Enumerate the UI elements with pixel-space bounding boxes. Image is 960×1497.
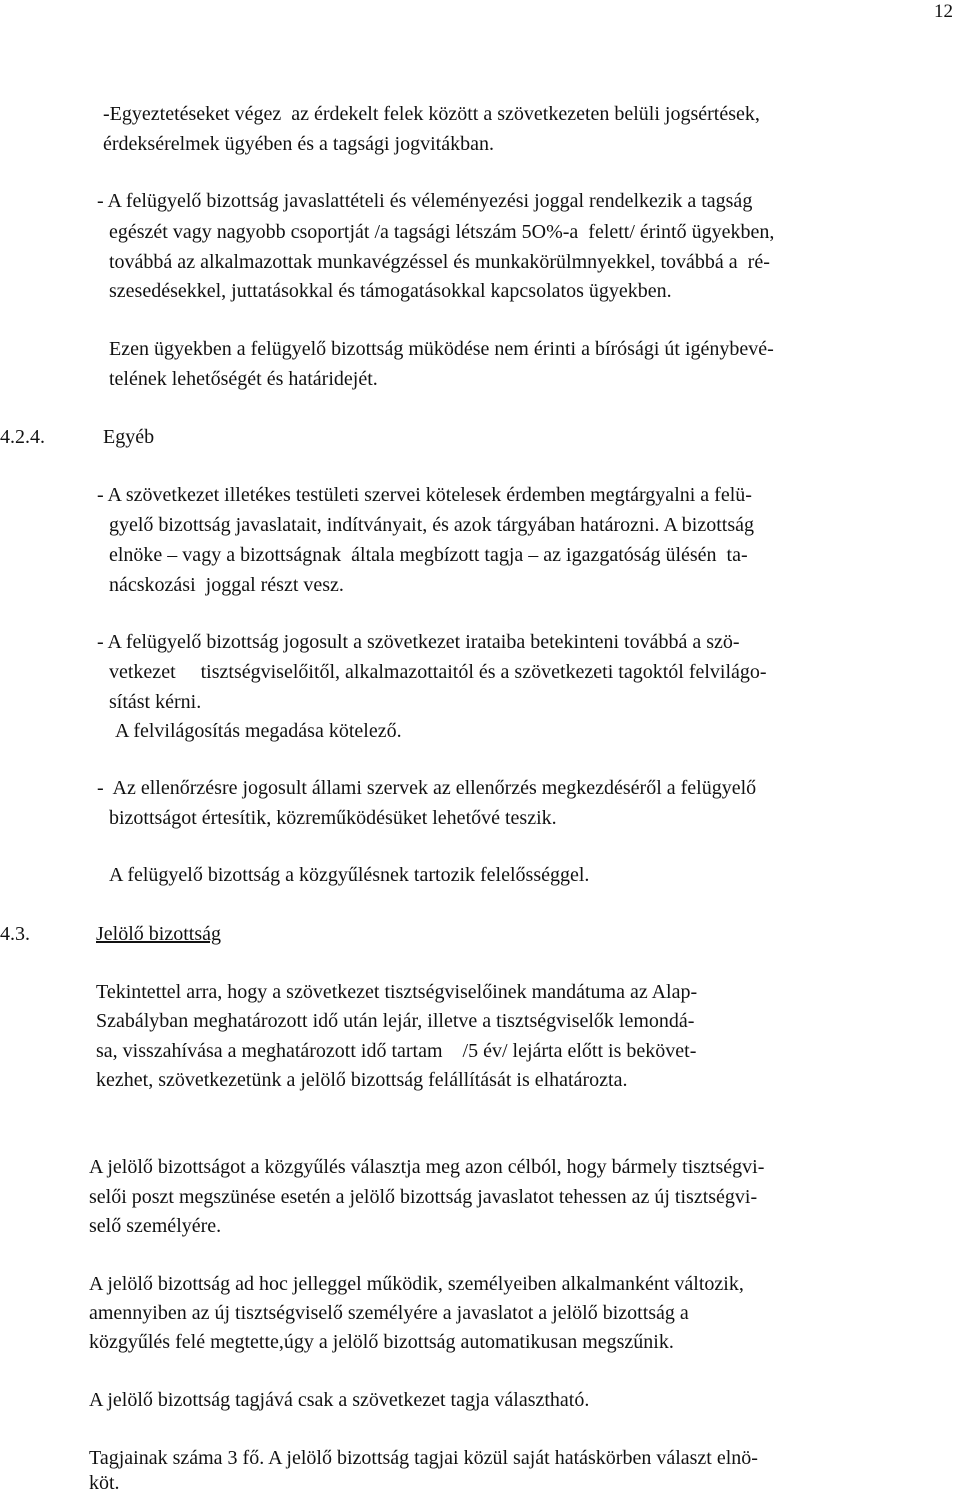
paragraph-3-line-1: Ezen ügyekben a felügyelő bizottság müködése nem érinti a bírósági út igénybevé- [109,338,774,360]
paragraph-1-line-2: érdeksérelmek ügyében és a tagsági jogvitákban. [103,133,494,155]
section-number-4-3: 4.3. [0,923,30,945]
paragraph-8-line-2: Szabályban meghatározott idő után lejár, illetve a tisztségviselők lemondá- [96,1010,695,1032]
section-title-egyeb: Egyéb [103,426,155,448]
section-title-jelolo-bizottsag: Jelölő bizottság [96,923,221,945]
paragraph-12-line-1: Tagjainak száma 3 fő. A jelölő bizottság tagjai közül saját hatáskörben választ elnö- [89,1447,758,1469]
section-number-4-2-4: 4.2.4. [0,426,45,448]
paragraph-9-line-1: A jelölő bizottságot a közgyűlés választja meg azon célból, hogy bármely tisztségvi- [89,1156,765,1178]
paragraph-5-line-2: vetkezet tisztségviselőitől, alkalmazottaitól és a szövetkezeti tagoktól felvilágo- [109,661,767,683]
paragraph-10-line-3: közgyűlés felé megtette,úgy a jelölő bizottság automatikusan megszűnik. [89,1331,674,1353]
paragraph-10-line-1: A jelölő bizottság ad hoc jelleggel működik, személyeiben alkalmanként változik, [89,1273,744,1295]
paragraph-9-line-3: selő személyére. [89,1215,222,1237]
paragraph-4-line-1: - A szövetkezet illetékes testületi szervei kötelesek érdemben megtárgyalni a felü- [97,484,752,506]
paragraph-2-line-2: egészét vagy nagyobb csoportját /a tagsági létszám 5O%-a felett/ érintő ügyekben, [109,221,775,243]
paragraph-6-line-1: - Az ellenőrzésre jogosult állami szervek az ellenőrzés megkezdéséről a felügyelő [97,777,757,799]
paragraph-5-line-1: - A felügyelő bizottság jogosult a szövetkezet irataiba betekinteni továbbá a szö- [97,631,740,653]
paragraph-4-line-4: nácskozási joggal részt vesz. [109,574,344,596]
paragraph-4-line-2: gyelő bizottság javaslatait, indítványait, és azok tárgyában határozni. A bizottság [109,514,754,536]
paragraph-10-line-2: amennyiben az új tisztségviselő személyére a javaslatot a jelölő bizottság a [89,1302,689,1324]
paragraph-9-line-2: selői poszt megszünése esetén a jelölő bizottság javaslatot tehessen az új tisztségvi- [89,1186,758,1208]
paragraph-8-line-1: Tekintettel arra, hogy a szövetkezet tisztségviselőinek mandátuma az Alap- [96,981,698,1003]
paragraph-4-line-3: elnöke – vagy a bizottságnak általa megbízott tagja – az igazgatóság ülésén ta- [109,544,748,566]
paragraph-2-line-4: szesedésekkel, juttatásokkal és támogatásokkal kapcsolatos ügyekben. [109,280,672,302]
paragraph-5-line-3: sítást kérni. [109,691,202,713]
paragraph-8-line-4: kezhet, szövetkezetünk a jelölő bizottság felállítását is elhatározta. [96,1069,628,1091]
paragraph-2-line-3: továbbá az alkalmazottak munkavégzéssel és munkakörülmnyekkel, továbbá a ré- [109,251,770,273]
paragraph-1-line-1: -Egyeztetéseket végez az érdekelt felek között a szövetkezeten belüli jogsértések, [103,103,760,125]
paragraph-5-line-4: A felvilágosítás megadása kötelező. [115,720,402,742]
paragraph-6-line-2: bizottságot értesítik, közreműködésüket lehetővé teszik. [109,807,557,829]
paragraph-7-line-1: A felügyelő bizottság a közgyűlésnek tartozik felelősséggel. [109,864,590,886]
paragraph-12-line-2: köt. [89,1472,120,1494]
page-number: 12 [934,1,953,22]
paragraph-2-line-1: - A felügyelő bizottság javaslattételi és véleményezési joggal rendelkezik a tagság [97,190,753,212]
paragraph-8-line-3: sa, visszahívása a meghatározott idő tartam /5 év/ lejárta előtt is bekövet- [96,1040,697,1062]
paragraph-11-line-1: A jelölő bizottság tagjává csak a szövetkezet tagja választható. [89,1389,590,1411]
paragraph-3-line-2: telének lehetőségét és határidejét. [109,368,378,390]
